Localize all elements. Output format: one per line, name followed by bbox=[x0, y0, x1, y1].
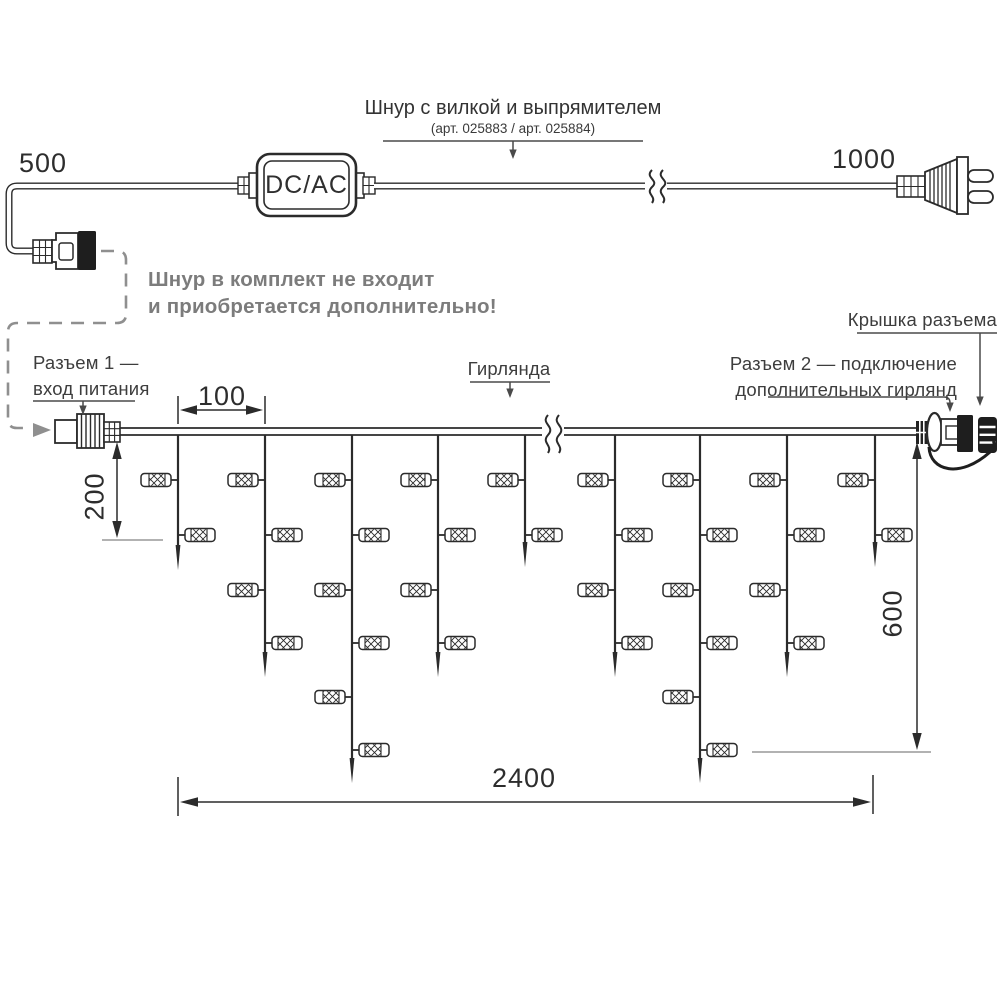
led-bulb bbox=[178, 529, 215, 542]
garland-drop bbox=[488, 435, 562, 567]
dim-1000-label: 1000 bbox=[831, 144, 897, 174]
connector-2-label-line-2: дополнительных гирлянд bbox=[735, 379, 957, 400]
cord-title: Шнур с вилкой и выпрямителем bbox=[364, 97, 662, 119]
drop-tip-icon bbox=[263, 652, 268, 677]
garland-drop bbox=[750, 435, 824, 677]
led-bulb bbox=[578, 474, 615, 487]
drop-tip-icon bbox=[873, 542, 878, 567]
led-bulb bbox=[787, 529, 824, 542]
led-bulb bbox=[615, 637, 652, 650]
cable-break-icon bbox=[650, 170, 666, 203]
led-bulb bbox=[401, 584, 438, 597]
cord-subtitle: (арт. 025883 / арт. 025884) bbox=[430, 121, 596, 136]
led-bulb bbox=[663, 584, 700, 597]
led-bulb bbox=[401, 474, 438, 487]
drop-tip-icon bbox=[698, 758, 703, 783]
led-bulb bbox=[265, 529, 302, 542]
connector-1-input bbox=[55, 414, 120, 448]
supply-cord-connector bbox=[33, 231, 96, 270]
garland-drop bbox=[228, 435, 302, 677]
dim-100-label: 100 bbox=[197, 381, 247, 411]
dim-200-label: 200 bbox=[79, 472, 110, 521]
led-bulb bbox=[838, 474, 875, 487]
garland-drop bbox=[578, 435, 652, 677]
connector-1-label-line-2: вход питания bbox=[33, 378, 150, 399]
led-bulb bbox=[787, 637, 824, 650]
dc-ac-label: DC/AC bbox=[265, 170, 348, 199]
cord-title-leader bbox=[383, 141, 643, 159]
dimension-200 bbox=[102, 442, 163, 540]
led-bulb bbox=[265, 637, 302, 650]
drop-tip-icon bbox=[785, 652, 790, 677]
led-bulb bbox=[228, 474, 265, 487]
led-bulb bbox=[700, 744, 737, 757]
led-bulb bbox=[750, 584, 787, 597]
plug-pin-bottom bbox=[968, 191, 993, 203]
led-bulb bbox=[615, 529, 652, 542]
garland-wire bbox=[120, 415, 916, 453]
garland-leader bbox=[470, 382, 550, 398]
connector-1-label-line-1: Разъем 1 — bbox=[33, 352, 139, 373]
led-bulb bbox=[700, 529, 737, 542]
cap-label: Крышка разъема bbox=[847, 309, 997, 330]
connector-1-leader bbox=[33, 401, 135, 415]
led-bulb bbox=[315, 584, 352, 597]
led-bulb bbox=[438, 529, 475, 542]
led-bulb bbox=[750, 474, 787, 487]
connector-2-label-line-1: Разъем 2 — подключение bbox=[729, 353, 957, 374]
garland-label: Гирлянда bbox=[467, 358, 551, 379]
led-bulb bbox=[663, 691, 700, 704]
led-bulb bbox=[663, 474, 700, 487]
led-bulb bbox=[700, 637, 737, 650]
led-bulb bbox=[438, 637, 475, 650]
led-bulb bbox=[525, 529, 562, 542]
garland-drop bbox=[401, 435, 475, 677]
led-bulb bbox=[228, 584, 265, 597]
led-bulb bbox=[875, 529, 912, 542]
led-bulb bbox=[578, 584, 615, 597]
drop-tip-icon bbox=[613, 652, 618, 677]
drop-tip-icon bbox=[176, 545, 181, 570]
garland-drop bbox=[663, 435, 737, 783]
led-bulb bbox=[488, 474, 525, 487]
garland-drop bbox=[141, 435, 215, 570]
dim-600-label: 600 bbox=[877, 589, 908, 638]
led-bulb bbox=[141, 474, 178, 487]
plug-pin-top bbox=[968, 170, 993, 182]
wire-break-icon bbox=[546, 415, 562, 453]
drop-tip-icon bbox=[523, 542, 528, 567]
led-bulb bbox=[352, 529, 389, 542]
drop-tip-icon bbox=[436, 652, 441, 677]
garland-drops bbox=[141, 435, 912, 783]
note-line-1: Шнур в комплект не входит bbox=[148, 268, 435, 291]
connector-2-output bbox=[916, 413, 997, 469]
garland-drop bbox=[315, 435, 389, 783]
led-bulb bbox=[315, 691, 352, 704]
dim-2400-label: 2400 bbox=[491, 763, 557, 793]
dashed-arrow-icon bbox=[33, 423, 51, 437]
dim-500-label: 500 bbox=[18, 148, 68, 178]
led-bulb bbox=[315, 474, 352, 487]
led-bulb bbox=[352, 744, 389, 757]
garland-drop bbox=[838, 435, 912, 567]
led-bulb bbox=[352, 637, 389, 650]
drop-tip-icon bbox=[350, 758, 355, 783]
dashed-connection-route bbox=[8, 251, 126, 437]
connector-black-cap bbox=[78, 231, 96, 270]
note-line-2: и приобретается дополнительно! bbox=[148, 295, 497, 318]
